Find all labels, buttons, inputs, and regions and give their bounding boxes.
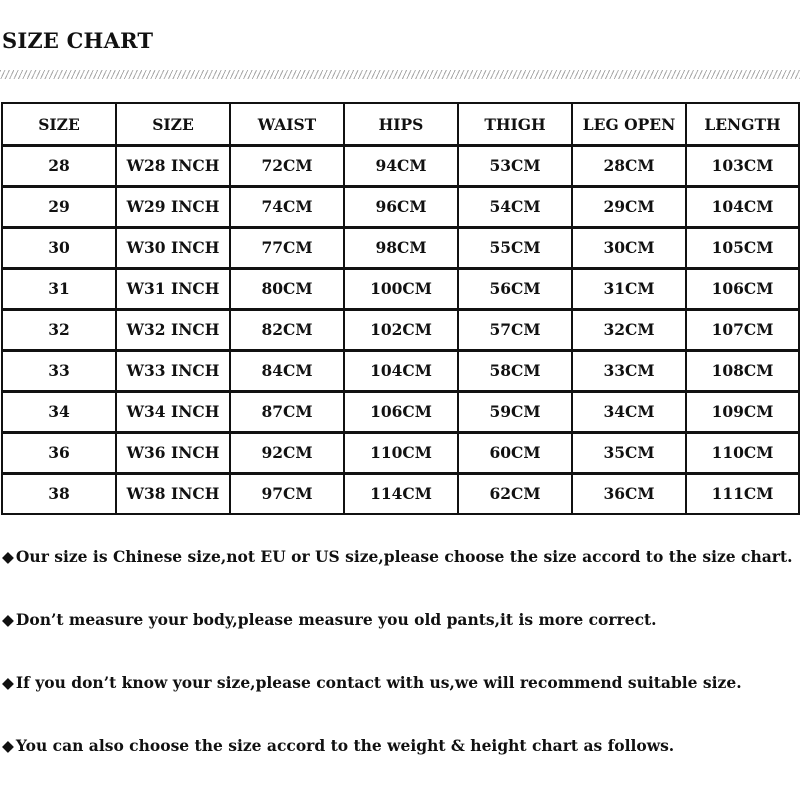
cell-thigh: 56CM: [459, 269, 573, 310]
note-item: [2, 735, 674, 757]
cell-size-inch: W28 INCH: [117, 146, 231, 187]
cell-length: 108CM: [687, 351, 800, 392]
cell-leg-open: 30CM: [573, 228, 687, 269]
cell-size-inch: W31 INCH: [117, 269, 231, 310]
cell-size: 30: [3, 228, 117, 269]
header-size-inch: SIZE: [117, 104, 231, 146]
cell-size-inch: W32 INCH: [117, 310, 231, 351]
cell-size-inch: W29 INCH: [117, 187, 231, 228]
cell-length: 103CM: [687, 146, 800, 187]
header-waist: WAIST: [231, 104, 345, 146]
cell-hips: 94CM: [345, 146, 459, 187]
header-size-number: SIZE: [3, 104, 117, 146]
cell-hips: 110CM: [345, 433, 459, 474]
table-row: [3, 310, 800, 351]
cell-leg-open: 33CM: [573, 351, 687, 392]
cell-thigh: 62CM: [459, 474, 573, 515]
note-text: Don’t measure your body,please measure you old pants,it is more correct.: [15, 610, 657, 629]
cell-thigh: 54CM: [459, 187, 573, 228]
note-item: [2, 672, 742, 694]
cell-thigh: 55CM: [459, 228, 573, 269]
cell-length: 111CM: [687, 474, 800, 515]
table-row: [3, 351, 800, 392]
cell-hips: 98CM: [345, 228, 459, 269]
cell-size: 32: [3, 310, 117, 351]
cell-size: 29: [3, 187, 117, 228]
cell-size: 28: [3, 146, 117, 187]
cell-size: 34: [3, 392, 117, 433]
diamond-bullet-icon: ◆: [2, 673, 14, 692]
cell-thigh: 53CM: [459, 146, 573, 187]
size-chart-table: [1, 102, 800, 515]
cell-waist: 72CM: [231, 146, 345, 187]
cell-waist: 97CM: [231, 474, 345, 515]
decorative-divider: [0, 70, 800, 79]
header-hips: HIPS: [345, 104, 459, 146]
diamond-bullet-icon: ◆: [2, 610, 14, 629]
cell-waist: 84CM: [231, 351, 345, 392]
diamond-bullet-icon: ◆: [2, 547, 14, 566]
cell-size: 31: [3, 269, 117, 310]
cell-size: 36: [3, 433, 117, 474]
cell-length: 106CM: [687, 269, 800, 310]
note-item: [2, 546, 793, 568]
table-row: [3, 146, 800, 187]
table-row: [3, 228, 800, 269]
cell-length: 105CM: [687, 228, 800, 269]
cell-size: 33: [3, 351, 117, 392]
cell-length: 107CM: [687, 310, 800, 351]
header-leg-open: LEG OPEN: [573, 104, 687, 146]
cell-leg-open: 28CM: [573, 146, 687, 187]
cell-size: 38: [3, 474, 117, 515]
cell-thigh: 57CM: [459, 310, 573, 351]
table-header-row: [3, 104, 800, 146]
diamond-bullet-icon: ◆: [2, 736, 14, 755]
note-text: You can also choose the size accord to the weight & height chart as follows.: [15, 736, 675, 755]
table-row: [3, 474, 800, 515]
cell-hips: 100CM: [345, 269, 459, 310]
table-row: [3, 269, 800, 310]
cell-size-inch: W34 INCH: [117, 392, 231, 433]
cell-waist: 80CM: [231, 269, 345, 310]
table-row: [3, 392, 800, 433]
cell-waist: 87CM: [231, 392, 345, 433]
note-item: [2, 609, 657, 631]
cell-leg-open: 32CM: [573, 310, 687, 351]
header-thigh: THIGH: [459, 104, 573, 146]
cell-length: 110CM: [687, 433, 800, 474]
cell-hips: 102CM: [345, 310, 459, 351]
cell-thigh: 60CM: [459, 433, 573, 474]
table-body: [3, 146, 800, 515]
cell-hips: 104CM: [345, 351, 459, 392]
note-text: If you don’t know your size,please contact with us,we will recommend suitable size.: [15, 673, 742, 692]
cell-size-inch: W38 INCH: [117, 474, 231, 515]
cell-size-inch: W30 INCH: [117, 228, 231, 269]
cell-length: 104CM: [687, 187, 800, 228]
cell-thigh: 59CM: [459, 392, 573, 433]
cell-waist: 77CM: [231, 228, 345, 269]
cell-waist: 92CM: [231, 433, 345, 474]
table-row: [3, 187, 800, 228]
cell-waist: 74CM: [231, 187, 345, 228]
cell-leg-open: 29CM: [573, 187, 687, 228]
cell-size-inch: W33 INCH: [117, 351, 231, 392]
cell-thigh: 58CM: [459, 351, 573, 392]
note-text: Our size is Chinese size,not EU or US size,please choose the size accord to the size chart.: [15, 547, 793, 566]
cell-hips: 114CM: [345, 474, 459, 515]
cell-hips: 96CM: [345, 187, 459, 228]
cell-leg-open: 36CM: [573, 474, 687, 515]
cell-waist: 82CM: [231, 310, 345, 351]
header-length: LENGTH: [687, 104, 800, 146]
cell-length: 109CM: [687, 392, 800, 433]
cell-leg-open: 31CM: [573, 269, 687, 310]
cell-size-inch: W36 INCH: [117, 433, 231, 474]
cell-hips: 106CM: [345, 392, 459, 433]
cell-leg-open: 35CM: [573, 433, 687, 474]
cell-leg-open: 34CM: [573, 392, 687, 433]
page-title: SIZE CHART: [2, 28, 154, 53]
table-row: [3, 433, 800, 474]
